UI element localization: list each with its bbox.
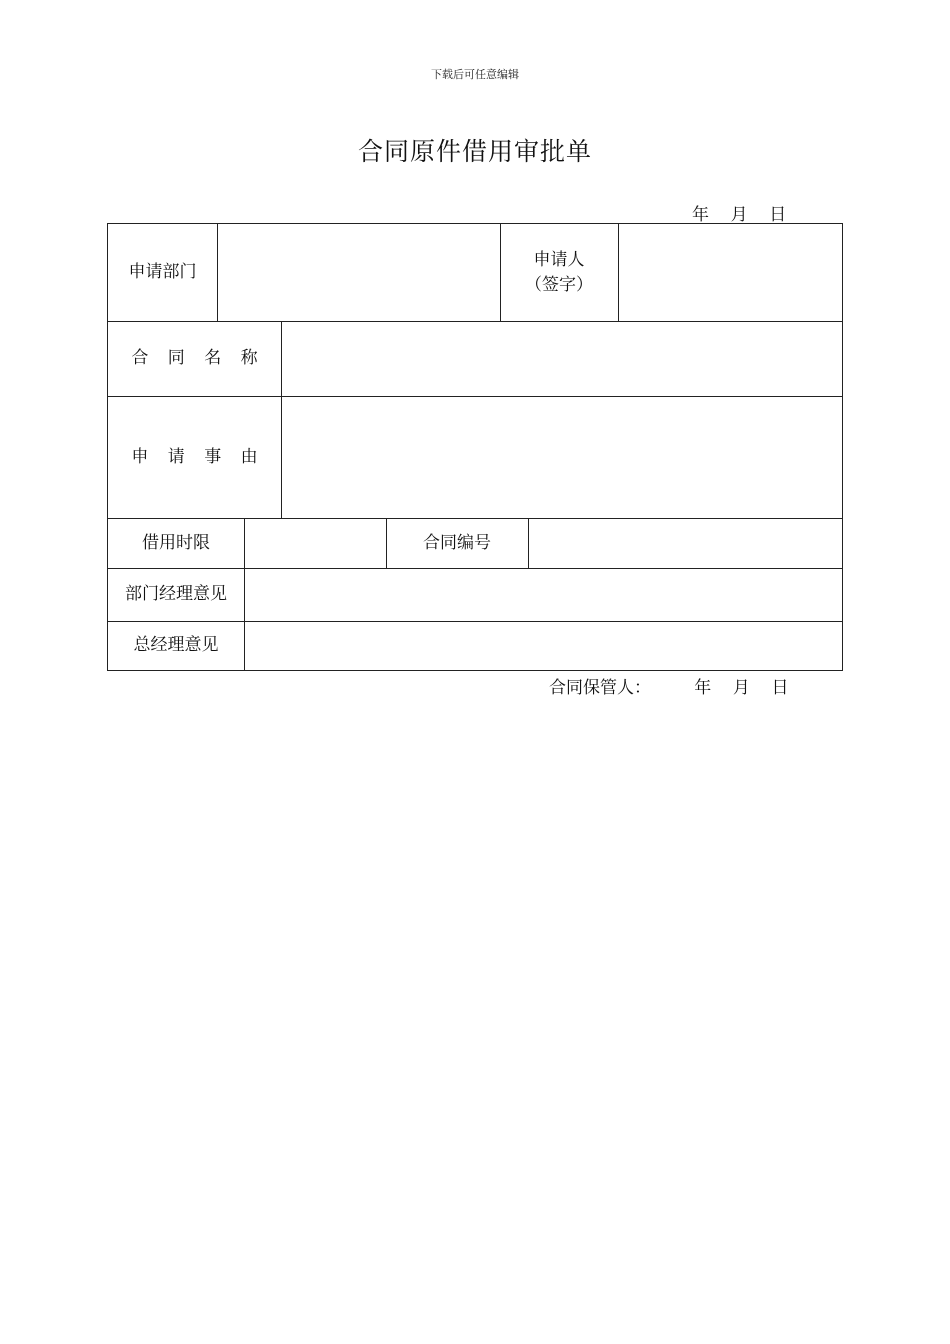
footer-month-label: 月 bbox=[732, 678, 750, 698]
footer-day-label: 日 bbox=[771, 678, 789, 698]
contract-name-label: 合 同 名 称 bbox=[131, 348, 265, 369]
dept-label: 申请部门 bbox=[128, 262, 197, 283]
reason-label: 申 请 事 由 bbox=[131, 446, 265, 467]
dept-manager-label: 部门经理意见 bbox=[125, 584, 227, 605]
date-month-label: 月 bbox=[730, 205, 748, 225]
header-note: 下载后可任意编辑 bbox=[431, 68, 519, 81]
applicant-label-text: 申请人 bbox=[533, 249, 585, 270]
period-field[interactable] bbox=[245, 519, 385, 567]
applicant-signature-field[interactable] bbox=[619, 225, 841, 320]
contract-name-field[interactable] bbox=[282, 322, 842, 395]
reason-field[interactable] bbox=[282, 397, 842, 517]
dept-manager-opinion-field[interactable] bbox=[245, 569, 842, 620]
footer-year-label: 年 bbox=[694, 678, 712, 698]
page-title: 合同原件借用审批单 bbox=[357, 137, 592, 166]
applicant-label bbox=[500, 224, 618, 321]
gm-label: 总经理意见 bbox=[133, 635, 219, 656]
footer-custodian-line bbox=[549, 673, 788, 698]
contract-no-field[interactable] bbox=[529, 519, 842, 567]
date-line-top bbox=[692, 200, 786, 225]
dept-field[interactable] bbox=[218, 225, 499, 320]
applicant-sign-text: （签字） bbox=[525, 274, 593, 295]
custodian-label: 合同保管人： bbox=[549, 678, 651, 698]
date-year-label: 年 bbox=[692, 205, 709, 225]
approval-form-table bbox=[107, 223, 843, 671]
period-label: 借用时限 bbox=[142, 532, 210, 553]
gm-opinion-field[interactable] bbox=[245, 622, 842, 669]
contract-no-label: 合同编号 bbox=[423, 532, 491, 553]
date-day-label: 日 bbox=[769, 205, 787, 225]
